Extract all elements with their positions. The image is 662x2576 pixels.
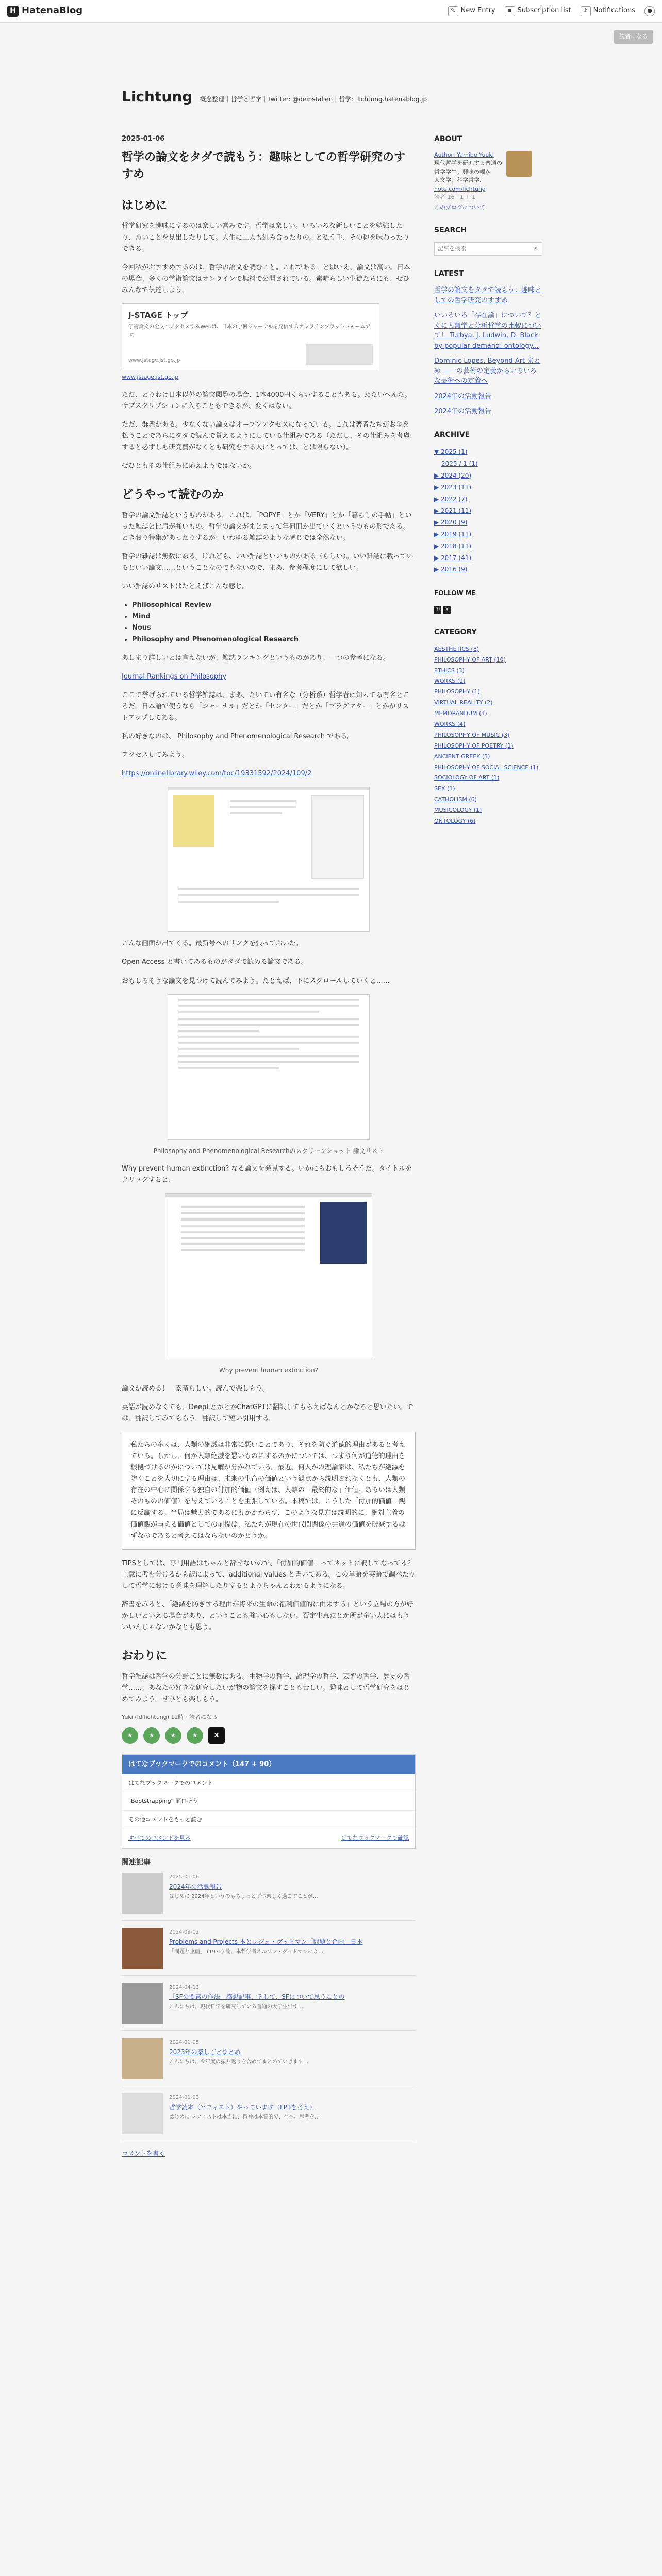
search-section: SEARCH 記事を検索 ⌕	[434, 225, 542, 256]
bookmark-check-link[interactable]: はてなブックマークで確認	[341, 1834, 409, 1841]
latest-link[interactable]: いいろいろ「存在論」について？とくに人類学と分析哲学の比較について！ Turbya, J, Ludwin, D. Black by popular demand: ontology...	[434, 312, 541, 350]
category-link[interactable]: MUSICOLOGY (1)	[434, 807, 482, 814]
list-item: • Mind	[132, 611, 416, 622]
bookmark-comments	[122, 1754, 416, 1849]
paragraph: いい雑誌のリストはたとえばこんな感じ。	[122, 583, 249, 591]
search-icon[interactable]: ⌕	[534, 244, 538, 252]
paragraph: ここで挙げられている哲学雑誌は、まあ、たいてい有名な（分析系）哲学者は知ってる有名ところだ。日本語で使うなら「ジャーナル」だとか「センター」だとか「プラグマター」とかがリストアップしてある。	[122, 691, 410, 722]
blog-description: 概念整理｜哲学と哲学｜Twitter: @deinstallen｜哲学：lichtung.hatenablog.jp	[200, 96, 427, 104]
archive-month[interactable]: 2025 / 1 (1)	[441, 460, 478, 468]
pencil-icon: ✎	[448, 6, 458, 16]
about-blog-link[interactable]: このブログについて	[434, 204, 485, 211]
latest-link[interactable]: 2024年の活動報告	[434, 392, 492, 400]
comment-row: はてなブックマークでのコメント	[122, 1774, 415, 1793]
comment-row: その他コメントをもっと読む	[122, 1811, 415, 1829]
star-icon[interactable]: ★	[187, 1727, 203, 1744]
star-icon[interactable]: ★	[143, 1727, 160, 1744]
archive-year[interactable]: ▶ 2024 (20)	[434, 471, 472, 479]
category-link[interactable]: PHILOSOPHY (1)	[434, 688, 480, 696]
comments-header: はてなブックマークでのコメント（147 + 90）	[122, 1755, 415, 1774]
paragraph: ただ、群衆がある。少なくない論文はオープンアクセスになっている。これは著者たちがお金を払うことであらにタダで読んで貰えるようにしている仕組みである（ただし、その仕組みを考慮すると必ずしも研究費がなくとも研究をする人にとっては、とは限らない）。	[122, 420, 410, 452]
screenshot-caption: Why prevent human extinction?	[219, 1367, 319, 1375]
archive-year[interactable]: ▶ 2019 (11)	[434, 530, 472, 538]
list-item: • Nous	[132, 622, 416, 634]
hatena-blog-logo[interactable]: H HatenaBlog	[7, 3, 82, 19]
paragraph: 論文が読める！ 素晴らしい。読んで楽しもう。	[122, 1384, 270, 1393]
category-link[interactable]: PHILOSOPHY OF SOCIAL SCIENCE (1)	[434, 764, 539, 771]
related-item[interactable]: 2024-09-02 Problems and Projects 本とレジュ・グッドマン「問題と企画」日本 「問題と企画」 (1972) 論、本哲学者ネルソン・グッドマンによ…	[122, 1928, 416, 1976]
translated-quote: 私たちの多くは、人類の絶滅は非常に悪いことであり、それを防ぐ道徳的理由があると考えている。しかし、何が人類絶滅を悪いものにするのかについては、つまり何が道徳的理由を根拠づけるのかについては見解が分かれている。最近、何人かの理論家は、私たちが絶滅を防ぐことを大切にする理由は、未来の生命の価値という観点から説明されなくとも、人類の存在の中心に関係する独自の付加的価値（例えば、人類の「最終的な」価値。あるいは人類そのものの価値）を与えていることを主張している。本稿では、こうした「付加的価値」観に反論する。当局は魅力的であるにもかかわらず、このような見方は説明的に、絶対主義の価値観が与える価値としての前提は、私たちが現在の世代間関係の共通の価値を破滅するはずなのであると考えてはならないのかどうか。	[122, 1432, 416, 1550]
paragraph: 哲学研究を趣味にするのは楽しい営みです。哲学は楽しい。いろいろな新しいことを勉強したり、あいことを見出したりして。人生に二人も組み合ったりの。と私う手、その趣を味わったりできる。	[122, 222, 410, 253]
category-link[interactable]: AESTHETICS (8)	[434, 645, 479, 652]
related-item[interactable]: 2024-01-05 2023年の楽しごとまとめ こんにちは。今年度の振り返りを含めてまとめていきます…	[122, 2038, 416, 2086]
about-section: ABOUT Author: Yamibe Yuuki 現代哲学を研究する普通の 哲学学生。興味の幅が 人文学、科学哲学、 note.com/lichtung 読者 16 · 1 + 1 このブログについて	[434, 133, 542, 212]
comment-row: "Bootstrapping" 面白そう	[122, 1792, 415, 1811]
archive-year[interactable]: ▶ 2016 (9)	[434, 566, 468, 573]
archive-year[interactable]: ▶ 2017 (41)	[434, 554, 472, 562]
list-item: • Philosophy and Phenomenological Research	[132, 634, 416, 646]
latest-section: LATEST 哲学の論文をタダで読もう：趣味としての哲学研究のすすめ いいろいろ「存在論」について？とくに人類学と分析哲学の比較について！ Turbya, J, Ludwin, D. Black by popular demand: ontology... Dominic Lopes, Beyond Art まとめ ―一の芸術の定義からいろいろな芸術への定義へ 2024年の活動報告 2024年の活動報告	[434, 268, 542, 416]
category-link[interactable]: PHILOSOPHY OF MUSIC (3)	[434, 731, 510, 738]
category-link[interactable]: MEMORANDUM (4)	[434, 710, 487, 717]
category-link[interactable]: SOCIOLOGY OF ART (1)	[434, 774, 500, 782]
category-link[interactable]: ANCIENT GREEK (3)	[434, 753, 490, 760]
category-link[interactable]: WORKS (1)	[434, 677, 466, 685]
heading-end: おわりに	[122, 1650, 168, 1663]
paragraph: ぜひともその仕組みに応えようではないか。	[122, 462, 256, 470]
subscribe-reader-button[interactable]: 読者になる	[614, 30, 653, 44]
archive-year[interactable]: ▶ 2020 (9)	[434, 519, 468, 527]
subscription-list-button[interactable]: ≡ Subscription list	[505, 5, 571, 16]
paragraph: あしまり詳しいとは言えないが、雑誌ランキングというものがあり、一つの参考になる。	[122, 654, 390, 662]
jstage-logo-image	[306, 344, 373, 365]
paragraph: TIPSとしては、専門用語はちゃんと辞せないので、「付加的価値」ってネットに訳してなってる？ 土意に考を分けるかも訳によって、additional values と書いてある。この単語を英語で調べたりして哲学における意味を理解したりするとよりちゃんとわかるようになる。	[122, 1559, 416, 1590]
related-thumb	[122, 1873, 163, 1914]
avatar[interactable]	[506, 151, 532, 177]
archive-year[interactable]: ▼ 2025 (1)	[434, 448, 468, 456]
paragraph: Open Access と書いてあるものがタダで読める論文である。	[122, 958, 308, 967]
archive-section: ARCHIVE ▼ 2025 (1) 2025 / 1 (1) ▶ 2024 (20) ▶ 2023 (11) ▶ 2022 (7) ▶ 2021 (11) ▶ 2020 (9) ▶ 2019 (11) ▶ 2018 (11) ▶ 2017 (41) ▶ 2016 (9)	[434, 430, 478, 573]
paragraph: 辞書をみると、「絶滅を防ぎする理由が将来の生命の福利価値的に由来する」という立場の方が好かしいといえる場合があり、ということも強い心もしない。否定生意だとか所が多い人にはもういいんじゃないかなとも思う。	[122, 1601, 413, 1632]
paragraph: 私の好きなのは、 Philosophy and Phenomenological Research である。	[122, 733, 354, 741]
ppr-url-link[interactable]: https://onlinelibrary.wiley.com/toc/19331592/2024/109/2	[122, 770, 312, 778]
heading-how: どうやって読むのか	[122, 488, 224, 502]
latest-link[interactable]: 2024年の活動報告	[434, 408, 492, 416]
search-input[interactable]	[435, 243, 531, 255]
paragraph: おもしろそうな論文を見つけて読んでみよう。たとえば、下にスクロールしていくと……	[122, 977, 390, 985]
x-share-icon[interactable]: X	[208, 1727, 225, 1744]
heading-intro: はじめに	[122, 199, 168, 213]
x-follow-icon[interactable]: X	[443, 606, 451, 614]
paragraph: 今回私がおすすめするのは、哲学の論文を読むこと。これである。とはいえ、論文は高い。日本の場合、多くの学術論文はオンラインで無料で公開されている。素晴らしい生徒たちにも、ぜひみんなで伝達しよう。	[122, 263, 410, 294]
follow-section: FOLLOW ME B! X	[434, 589, 476, 613]
category-link[interactable]: WORKS (4)	[434, 720, 466, 727]
category-link[interactable]: CATHOLISM (6)	[434, 796, 477, 803]
related-thumb	[122, 2093, 163, 2134]
jstage-link[interactable]: www.jstage.jst.go.jp	[122, 374, 179, 381]
category-link[interactable]: ONTOLOGY (6)	[434, 817, 476, 824]
related-item[interactable]: 2024-01-03 哲学読本（ソフィスト）やっています（LPTを考え） はじめに ソフィストは本当に、精神は本質的で、存在、思考を…	[122, 2093, 416, 2141]
blog-title[interactable]: Lichtung	[122, 88, 193, 105]
article-title[interactable]: 哲学の論文をタダで読もう：趣味としての哲学研究のすすめ	[122, 151, 406, 181]
author-link[interactable]: Author: Yamibe Yuuki	[434, 151, 494, 158]
blog-header	[122, 84, 544, 109]
screenshot-extinction-paper	[165, 1193, 372, 1359]
category-link[interactable]: PHILOSOPHY OF POETRY (1)	[434, 742, 514, 749]
archive-year[interactable]: ▶ 2022 (7)	[434, 495, 468, 503]
global-header	[0, 0, 662, 23]
all-comments-link[interactable]: すべてのコメントを見る	[128, 1834, 191, 1841]
user-menu[interactable]	[644, 5, 655, 16]
screenshot-article-list	[168, 994, 370, 1140]
category-section: CATEGORY AESTHETICS (8) PHILOSOPHY OF ART (10) ETHICS (3) WORKS (1) PHILOSOPHY (1) VIRTUAL REALITY (2) MEMORANDUM (4) WORKS (4) PHILOSOPHY OF MUSIC (3) PHILOSOPHY OF POETRY (1) ANCIENT GREEK (3) PHILOSOPHY OF SOCIAL SCIENCE (1) SOCIOLOGY OF ART (1) SEX (1) CATHOLISM (6) MUSICOLOGY (1) ONTOLOGY (6)	[434, 626, 542, 827]
paragraph: ただ、とりわけ日本以外の論文閲覧の場合、1本4000円くらいすることもある。ただいへんだ。サブスクリプションに入ることもできるが、変くはない。	[122, 391, 411, 410]
hatena-follow-icon[interactable]: B!	[434, 606, 441, 614]
latest-link[interactable]: 哲学の論文をタダで読もう：趣味としての哲学研究のすすめ	[434, 286, 542, 304]
category-link[interactable]: VIRTUAL REALITY (2)	[434, 699, 493, 706]
archive-year[interactable]: ▶ 2021 (11)	[434, 507, 472, 515]
paragraph: 英語が読めなくても、DeepLとかとかChatGPTに翻訳してもらえばなんとかなると思いたい。では、翻訳してみてもらう。翻訳して短い引用する。	[122, 1403, 413, 1422]
list-item: • Philosophical Review	[132, 600, 416, 611]
share-buttons	[122, 1727, 416, 1744]
star-icon[interactable]: ★	[165, 1727, 181, 1744]
paragraph: 哲学の論文雑誌というものがある。これは、「POPYE」とか「VERY」とか「暮らしの手帖」といった雑誌と比肩が強いもの。哲学の論文がまとまって年何冊か出ていくというのもの形である。ときおり特集があったりするが、いわゆる雑誌のような感じでは全然ない。	[122, 511, 412, 542]
avatar-icon: ●	[644, 6, 655, 16]
screenshot-ppr-toc	[168, 787, 370, 932]
paragraph: Why prevent human extinction? なる論文を発見する。いかにもおもしろそうだ。タイトルをクリックすると、	[122, 1165, 412, 1184]
related-thumb	[122, 1928, 163, 1969]
list-icon: ≡	[505, 6, 515, 16]
bell-icon: ♪	[581, 6, 591, 16]
related-thumb	[122, 2038, 163, 2079]
paragraph: アクセスしてみよう。	[122, 751, 189, 759]
write-comment-link[interactable]: コメントを書く	[122, 2150, 166, 2158]
notifications-button[interactable]: ♪ Notifications	[581, 5, 635, 16]
related-item[interactable]: 2024-04-13 「SFの要素の作法」感想記事、そして、SFについて思うことの こんにちは。現代哲学を研究している普通の大学生です…	[122, 1983, 416, 2031]
related-item[interactable]: 2025-01-06 2024年の活動報告 はじめに 2024年というのもちょっとずつ楽しく過ごすことが…	[122, 1873, 416, 1921]
category-link[interactable]: SEX (1)	[434, 785, 455, 792]
paragraph: 哲学の雑誌は無数にある。けれども、いい雑誌といいものがある（らしい）。いい雑誌に載っているといい論文……ということなのでもないので、まあ、参考程度にして欲しい。	[122, 552, 413, 572]
latest-link[interactable]: Dominic Lopes, Beyond Art まとめ ―一の芸術の定義からいろいろな芸術への定義へ	[434, 357, 541, 385]
archive-year[interactable]: ▶ 2023 (11)	[434, 483, 472, 491]
category-link[interactable]: ETHICS (3)	[434, 667, 465, 674]
new-entry-button[interactable]: ✎ New Entry	[448, 5, 495, 16]
screenshot-caption: Philosophy and Phenomenological Researchのスクリーンショット 論文リスト	[153, 1147, 384, 1155]
jstage-link-card[interactable]: J-STAGE トップ 学術論文の全文へアクセスするWebは、日本の学術ジャーナルを発信するオンラインプラットフォームです。 www.jstage.jst.go.jp	[122, 303, 379, 370]
article-date[interactable]: 2025-01-06	[122, 135, 165, 143]
article-column	[122, 133, 416, 2160]
post-meta[interactable]: Yuki (id:lichtung) 12時 · 読者になる	[122, 1713, 218, 1720]
hatena-logo-icon: H	[7, 6, 19, 17]
star-icon[interactable]: ★	[122, 1727, 138, 1744]
paragraph: 哲学雑誌は哲学の分野ごとに無数にある。生物学の哲学、論理学の哲学、芸術の哲学、歴史の哲学……。あなたの好きな研究したいが物の論文を探すことも苦しい。趣味として哲学研究をはじめてみよう。ぜひとも楽しもう。	[122, 1672, 410, 1703]
paragraph: こんな画面が出てくる。最新号へのリンクを張っておいた。	[122, 940, 303, 948]
journal-list	[122, 600, 416, 645]
archive-year[interactable]: ▶ 2018 (11)	[434, 542, 472, 550]
journal-rankings-link[interactable]: Journal Rankings on Philosophy	[122, 672, 227, 681]
category-link[interactable]: PHILOSOPHY OF ART (10)	[434, 656, 506, 663]
related-heading: 関連記事	[122, 1858, 151, 1867]
related-thumb	[122, 1983, 163, 2024]
sidebar	[434, 133, 542, 839]
